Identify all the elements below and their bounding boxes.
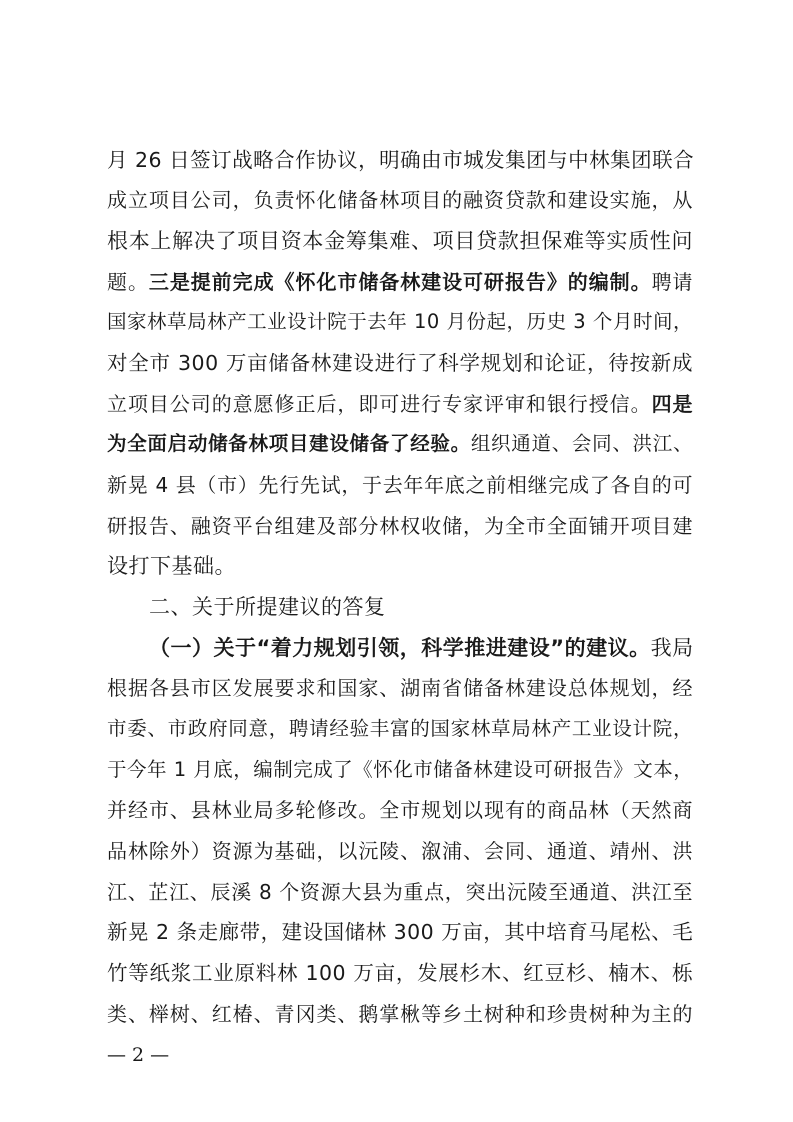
text-segment: 设打下基础。 — [107, 554, 236, 578]
bold-heading-segment: 为全面启动储备林项目建设储备了经验。 — [107, 432, 471, 455]
text-line — [107, 424, 693, 464]
text-segment: 新晃 4 县（市）先行先试，于去年年底之前相继完成了各自的可 — [107, 473, 693, 497]
text-line — [107, 546, 693, 586]
text-segment: 品林除外）资源为基础，以沅陵、溆浦、会同、通道、靖州、洪 — [107, 839, 693, 863]
text-line — [107, 302, 693, 342]
text-line — [107, 790, 693, 830]
text-line — [107, 750, 693, 790]
text-line — [107, 140, 693, 180]
text-line — [107, 912, 693, 952]
text-line — [107, 872, 693, 912]
text-segment: 二、关于所提建议的答复 — [149, 595, 386, 619]
text-segment: 题。 — [107, 270, 149, 294]
text-segment: 根本上解决了项目资本金筹集难、项目贷款担保难等实质性问 — [107, 229, 693, 253]
text-line — [149, 628, 693, 668]
text-segment: 市委、市政府同意，聘请经验丰富的国家林草局林产工业设计院， — [107, 717, 693, 740]
bold-heading-segment: 四是 — [651, 392, 694, 416]
text-segment: 成立项目公司，负责怀化储备林项目的融资贷款和建设实施，从 — [107, 188, 693, 212]
text-segment: 对全市 300 万亩储备林建设进行了科学规划和论证，待按新成 — [107, 351, 693, 375]
section-heading — [149, 587, 693, 627]
text-segment: 并经市、县林业局多轮修改。全市规划以现有的商品林（天然商 — [107, 798, 693, 822]
text-line — [107, 709, 693, 749]
text-segment: 建设国储林 300 万亩，其中培育马尾松、毛 — [281, 920, 694, 944]
text-line — [107, 831, 693, 871]
bold-heading-segment: （一）关于“着力规划引领，科学推进建设”的建议。 — [149, 636, 651, 660]
text-segment: 新晃 2 条走廊带， — [107, 920, 282, 944]
text-line — [107, 994, 693, 1034]
text-segment: 月 26 日签订战略合作协议，明确由市城发集团与中林集团联合 — [107, 148, 695, 172]
bold-heading-segment: 三是提前完成《怀化市储备林建设可研报告》的编制。 — [148, 270, 652, 294]
text-line — [107, 343, 693, 383]
text-segment: 我局 — [650, 636, 694, 660]
text-segment: 竹等纸浆工业原料林 100 万亩，发展杉木、红豆杉、楠木、栎 — [107, 961, 693, 985]
text-segment: 根据各县市区发展要求和国家、湖南省储备林建设总体规划，经 — [107, 676, 693, 700]
text-line — [107, 465, 693, 505]
text-segment: 研报告、融资平台组建及部分林权收储，为全市全面铺开项目建 — [107, 514, 693, 538]
text-line — [107, 180, 693, 220]
text-line — [107, 668, 693, 708]
text-segment: 江、芷江、辰溪 8 个资源大县为重点，突出沅陵至通道、洪江至 — [107, 880, 693, 904]
text-segment: 国家林草局林产工业设计院于去年 10 月份起，历史 3 个月时间， — [107, 310, 693, 333]
text-line — [107, 384, 693, 424]
text-segment: 组织通道、会同、洪江、 — [470, 432, 693, 455]
text-segment: 类、榉树、红椿、青冈类、鹅掌楸等乡土树种和珍贵树种为主的 — [107, 1002, 693, 1026]
text-line — [107, 221, 693, 261]
text-segment: 立项目公司的意愿修正后，即可进行专家评审和银行授信。 — [107, 392, 652, 416]
text-segment: 聘请 — [651, 270, 694, 294]
text-segment: 于今年 1 月底，编制完成了《怀化市储备林建设可研报告》文本， — [107, 758, 694, 781]
text-line — [107, 262, 693, 302]
page-number: — 2 — — [107, 1044, 170, 1066]
text-line — [107, 953, 693, 993]
text-line — [107, 506, 693, 546]
